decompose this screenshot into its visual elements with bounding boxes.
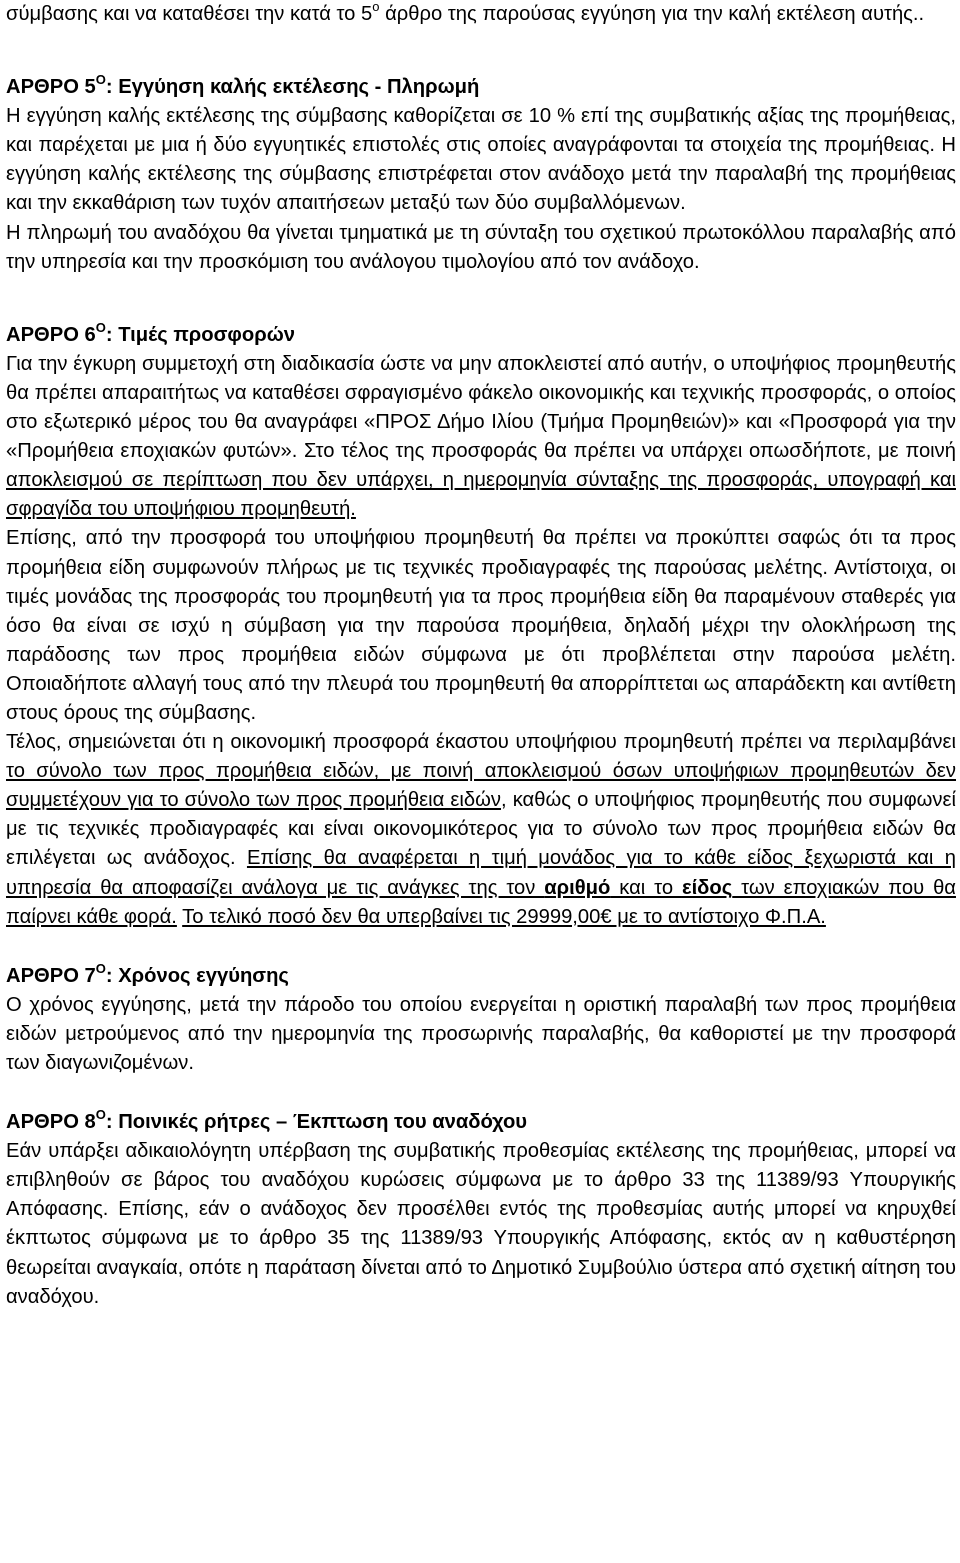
article-6-p1-underlined: αποκλεισμού σε περίπτωση που δεν υπάρχει, η ημερομηνία σύνταξης της προσφοράς, υπογραφή και σφραγίδα του υποψήφιου προμηθευτή. — [6, 469, 956, 521]
article-8-paragraph-1: Εάν υπάρξει αδικαιολόγητη υπέρβαση της συμβατικής προθεσμίας εκτέλεσης της προμήθειας, μπορεί να επιβληθούν σε βάρος του αναδόχου κυρώσεις σύμφωνα με το άρθρο 33 της 11389/93 Υπουργικής Απόφασης. Επίσης, εάν ο ανάδοχος δεν προσέλθει εντός της προθεσμίας αυτής μπορεί να κηρυχθεί έκπτωτος σύμφωνα με το άρθρο 35 της 11389/93 Υπουργικής Απόφασης, εκτός αν η καθυστέρηση θεωρείται αναγκαία, οπότε η παράταση δίνεται από το Δημοτικό Συμβούλιο ύστερα από σχετική αίτηση του αναδόχου. — [6, 1140, 956, 1308]
article-7-heading — [6, 962, 956, 991]
article-6-p3-underlined-4: των εποχιακών που θα παίρνει κάθε φορά. — [6, 876, 956, 928]
article-8-heading-label: ΑΡΘΡΟ 8 — [6, 1111, 96, 1134]
intro-paragraph — [6, 0, 956, 29]
article-8-heading-superscript: Ο — [95, 1107, 106, 1123]
spacer — [6, 277, 956, 321]
article-6-p3-text-a: Τέλος, σημειώνεται ότι η οικονομική προσφορά έκαστου υποψήφιου προμηθευτή πρέπει να περιλαμβάνει — [6, 731, 956, 754]
article-7-heading-label: ΑΡΘΡΟ 7 — [6, 964, 96, 987]
article-6-paragraph-1 — [6, 350, 956, 525]
spacer — [6, 29, 956, 73]
article-6-p3-underlined-3: και το — [610, 876, 682, 899]
article-6-heading-title: : Τιμές προσφορών — [105, 323, 295, 346]
article-6-p1-text: Για την έγκυρη συμμετοχή στη διαδικασία ώστε να μην αποκλειστεί από αυτήν, ο υποψήφιος προμηθευτής θα πρέπει απαραιτήτως να καταθέσει σφραγισμένο φάκελο οικονομικής και τεχνικής προσφοράς, ο οποίος στο εξωτερικό μέρος του θα αναγράφει «ΠΡΟΣ Δήμο Ιλίου (Τμήμα Προμηθειών)» και «Προσφορά για την «Προμήθεια εποχιακών φυτών». Στο τέλος της προσφοράς θα πρέπει να υπάρχει οπωσδήποτε, με ποινή — [6, 352, 956, 463]
article-6-paragraph-2: Επίσης, από την προσφορά του υποψήφιου προμηθευτή θα πρέπει να προκύπτει σαφώς ότι τα προς προμήθεια είδη συμφωνούν πλήρως με τις τεχνικές προδιαγραφές της παρούσας μελέτης. Αντίστοιχα, οι τιμές μονάδας της προσφοράς του προμηθευτή για τα προς προμήθεια είδη θα παραμένουν σταθερές για όσο θα είναι σε ισχύ η σύμβαση για την παρούσα προμήθεια, δηλαδή μέχρι την ολοκλήρωση της παράδοσης των προς προμήθεια ειδών σύμφωνα με ότι προβλέπεται στην παρούσα μελέτη. Οποιαδήποτε αλλαγή τους από την πλευρά του προμηθευτή θα απορρίπτεται ως απαράδεκτη και αντίθετη στους όρους της σύμβασης. — [6, 527, 956, 724]
article-8-heading-title: : Ποινικές ρήτρες – Έκπτωση του αναδόχου — [105, 1111, 528, 1134]
article-6-heading-superscript: Ο — [95, 319, 106, 335]
article-5-heading — [6, 73, 956, 102]
intro-superscript: ο — [372, 0, 380, 14]
article-5-heading-title: : Εγγύηση καλής εκτέλεσης - Πληρωμή — [105, 76, 480, 99]
spacer — [6, 1078, 956, 1108]
document-page — [6, 0, 956, 1312]
intro-text-a: σύμβασης και να καταθέσει την κατά το 5 — [6, 3, 373, 25]
article-5-paragraph-1: Η εγγύηση καλής εκτέλεσης της σύμβασης καθορίζεται σε 10 % επί της συμβατικής αξίας της προμήθειας, και παρέχεται με μια ή δύο εγγυητικές επιστολές στις οποίες αναγράφονται τα στοιχεία της προμήθειας. Η εγγύηση καλής εκτέλεσης της σύμβασης επιστρέφεται στον ανάδοχο μετά την παραλαβή της προμήθειας και την εκκαθάριση των τυχόν απαιτήσεων μεταξύ των δύο συμβαλλόμενων. — [6, 105, 956, 215]
article-6-p3-text-b: , καθώς ο υποψήφιος προμηθευτής που συμφωνεί με τις τεχνικές προδιαγραφές και είναι οικονομικότερος για το σύνολο των προς προμήθεια ειδών θα επιλέγεται ως ανάδοχος. — [6, 789, 957, 870]
article-6-heading-label: ΑΡΘΡΟ 6 — [6, 323, 96, 346]
article-6-p3-bold-number: αριθμό — [544, 876, 611, 899]
article-7-heading-title: : Χρόνος εγγύησης — [105, 964, 289, 987]
article-5-paragraph-2: Η πληρωμή του αναδόχου θα γίνεται τμηματικά με τη σύνταξη του σχετικού πρωτοκόλλου παραλαβής από την υπηρεσία και την προσκόμιση του ανάλογου τιμολογίου από τον ανάδοχο. — [6, 221, 956, 273]
spacer — [6, 932, 956, 962]
article-7-paragraph-1: Ο χρόνος εγγύησης, μετά την πάροδο του οποίου ενεργείται η οριστική παραλαβή των προς προμήθεια ειδών μετρούμενος από την ημερομηνία της προσωρινής παραλαβής, θα καθοριστεί με την προσφορά των διαγωνιζομένων. — [6, 993, 956, 1074]
article-6-p3-bold-type: είδος — [681, 876, 733, 899]
article-5-heading-label: ΑΡΘΡΟ 5 — [6, 76, 96, 99]
article-6-p3-underlined-1: το σύνολο των προς προμήθεια ειδών, με ποινή αποκλεισμού όσων υποψήφιων προμηθευτών δεν συμμετέχουν για το σύνολο των προς προμήθεια ειδών — [6, 760, 956, 812]
article-5-heading-superscript: Ο — [95, 72, 106, 88]
article-7-heading-superscript: Ο — [95, 960, 106, 976]
article-6-p3-underlined-5: Το τελικό ποσό δεν θα υπερβαίνει τις 29999,00€ με το αντίστοιχο Φ.Π.Α. — [182, 905, 826, 928]
article-8-heading — [6, 1108, 956, 1137]
article-6-p3-underlined-2: Επίσης θα αναφέρεται η τιμή μονάδος για το κάθε είδος ξεχωριστά και η υπηρεσία θα αποφασίζει ανάλογα με τις ανάγκες της τον — [6, 847, 956, 899]
article-6-paragraph-3 — [6, 728, 956, 932]
article-6-heading — [6, 321, 956, 350]
intro-text-b: άρθρο της παρούσας εγγύηση για την καλή εκτέλεση αυτής.. — [379, 3, 925, 25]
